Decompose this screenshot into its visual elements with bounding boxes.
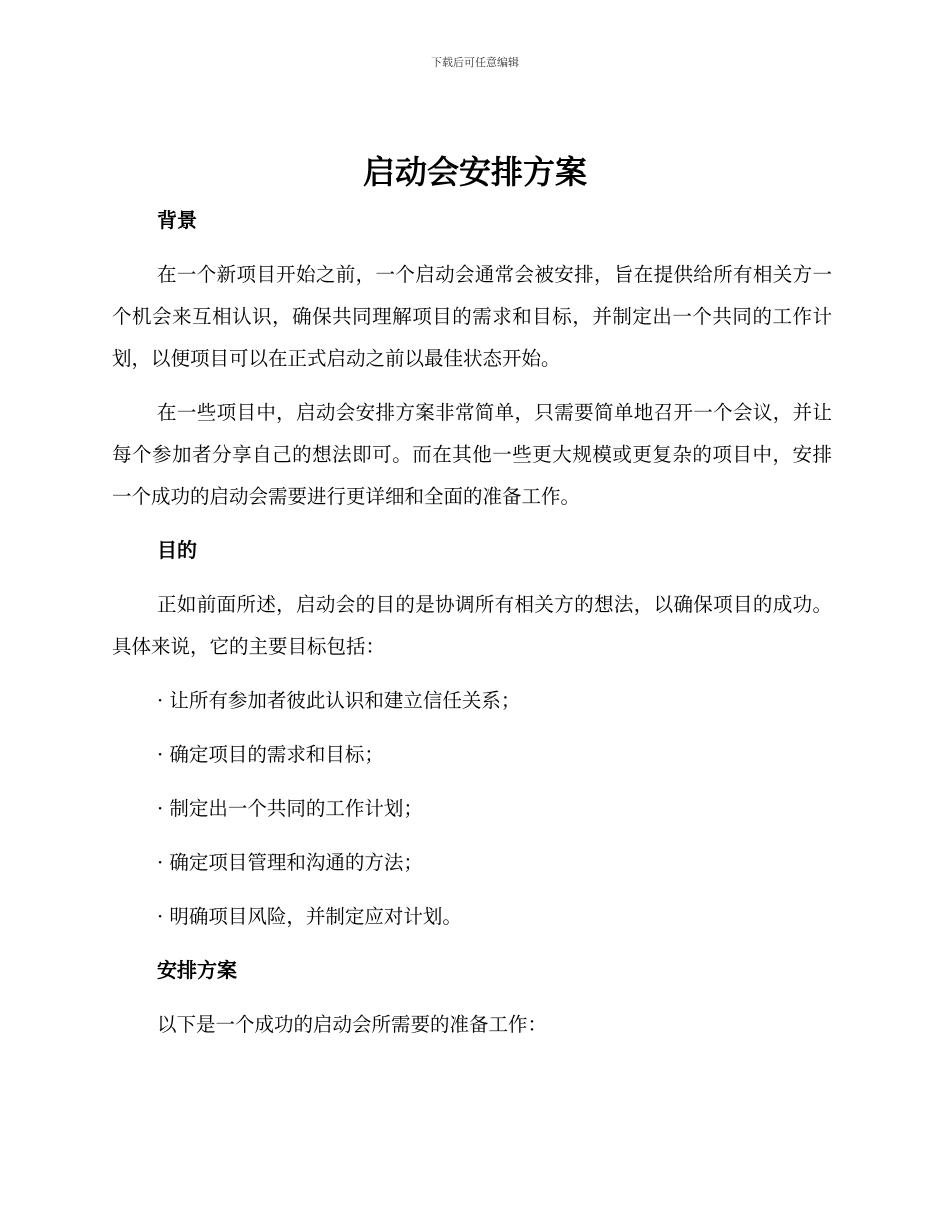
section-heading-background: 背景 xyxy=(157,208,197,232)
purpose-bullet-2: · 确定项目的需求和目标； xyxy=(157,743,384,766)
document-title: 启动会安排方案 xyxy=(362,153,587,191)
header-note: 下载后可任意编辑 xyxy=(431,56,519,69)
purpose-bullet-1: · 让所有参加者彼此认识和建立信任关系； xyxy=(157,689,521,712)
plan-paragraph: 以下是一个成功的启动会所需要的准备工作： xyxy=(157,1013,548,1036)
purpose-bullet-5: · 明确项目风险，并制定应对计划。 xyxy=(157,905,462,928)
section-heading-purpose: 目的 xyxy=(157,538,197,562)
purpose-paragraph: 正如前面所述，启动会的目的是协调所有相关方的想法，以确保项目的成功。具体来说，它的主要目标包括： xyxy=(112,593,832,658)
section-heading-plan: 安排方案 xyxy=(157,958,237,982)
background-paragraph-2: 在一些项目中，启动会安排方案非常简单，只需要简单地召开一个会议，并让每个参加者分享自己的想法即可。而在其他一些更大规模或更复杂的项目中，安排一个成功的启动会需要进行更详细和全面的准备工作。 xyxy=(112,401,832,508)
purpose-bullet-4: · 确定项目管理和沟通的方法； xyxy=(157,851,423,874)
purpose-bullet-3: · 制定出一个共同的工作计划； xyxy=(157,797,423,820)
background-paragraph-1: 在一个新项目开始之前，一个启动会通常会被安排，旨在提供给所有相关方一个机会来互相认识，确保共同理解项目的需求和目标，并制定出一个共同的工作计划，以便项目可以在正式启动之前以最佳状态开始。 xyxy=(112,263,832,370)
document-body xyxy=(112,200,832,1046)
